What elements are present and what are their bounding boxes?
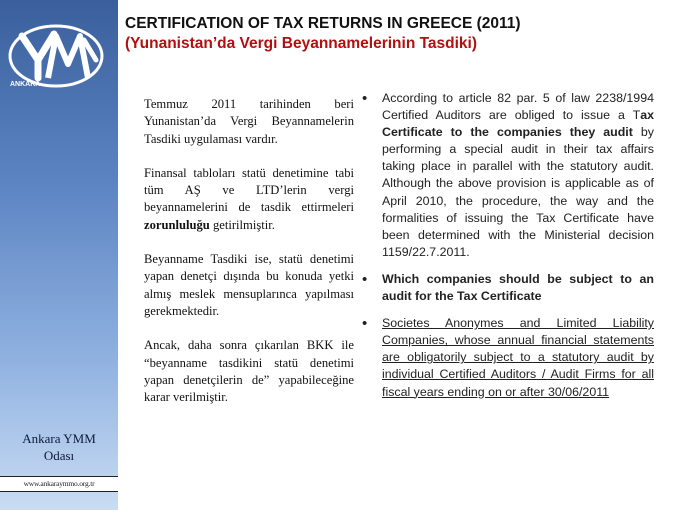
bullet-marker: • xyxy=(362,315,368,333)
ymm-logo-icon xyxy=(4,20,114,90)
bullet-2-text xyxy=(382,271,654,305)
organization-name-line2: Odası xyxy=(43,448,75,463)
bullet-1-bold: ax Certificate to the companies they audit xyxy=(382,108,654,140)
turkish-paragraph-2-end: getirilmiştir. xyxy=(209,217,275,232)
bullet-3-text: Societes Anonymes and Limited Liability Companies, whose annual financial statements are obligatorily subject to a statutory audit by individual Certified Auditors / Audit Firms for all fiscal years ending on or after 30/06/2011 xyxy=(382,316,654,399)
bullet-1-end: by performing a special audit in their tax affairs taking place in parallel with the statutory audit. Although the above provision is applicable as of April 2010, the procedure, the way and the formalities of issuing the Tax Certificate have been determined with the Ministerial decision 1159/22.7.2011. xyxy=(382,125,654,259)
turkish-paragraph-2-start: Finansal tabloları statü denetimine tabi tüm AŞ ve LTD’lerin vergi beyannamelerini de tasdik ettirmeleri xyxy=(144,165,354,215)
bullet-item-3 xyxy=(362,315,654,400)
bullet-item-2 xyxy=(362,271,654,305)
bullet-1-text xyxy=(382,90,654,261)
turkish-paragraph-1: Temmuz 2011 tarihinden beri Yunanistan’da Vergi Beyannamelerin Tasdiki uygulaması vardır. xyxy=(144,97,354,146)
turkish-paragraph-3: Beyanname Tasdiki ise, statü denetimi yapan denetçi dışında bu konuda yetki almış meslek mensuplarınca yapılması gerekmektedir. xyxy=(144,252,354,318)
sidebar xyxy=(0,0,118,510)
organization-name-line1: Ankara YMM xyxy=(22,431,96,446)
title-turkish: (Yunanistan’da Vergi Beyannamelerinin Tasdiki) xyxy=(125,35,478,52)
website-url: www.ankaraymmo.org.tr xyxy=(0,476,118,492)
ymm-logo xyxy=(4,20,114,90)
title-english: CERTIFICATION OF TAX RETURNS IN GREECE (2011) xyxy=(125,15,521,32)
turkish-paragraph-4: Ancak, daha sonra çıkarılan BKK ile “beyanname tasdikini statü denetimi yapan denetçilerin de” yapabileceğine karar verilmiştir. xyxy=(144,338,354,405)
bullet-marker: • xyxy=(362,90,368,107)
turkish-text-column xyxy=(144,96,354,406)
logo-caption: ANKARA xyxy=(10,81,41,88)
bullet-1-start: According to article 82 par. 5 of law 2238/1994 Certified Auditors are obliged to issue a T xyxy=(382,91,654,123)
organization-name xyxy=(0,430,118,464)
turkish-paragraph-2 xyxy=(144,165,354,234)
english-bullet-list xyxy=(362,90,654,411)
turkish-paragraph-2-bold: zorunluluğu xyxy=(144,217,210,232)
bullet-2-bold: Which companies should be subject to an audit for the Tax Certificate xyxy=(382,271,654,304)
bullet-item-1 xyxy=(362,90,654,261)
bullet-marker: • xyxy=(362,270,368,288)
slide-title xyxy=(125,14,675,54)
